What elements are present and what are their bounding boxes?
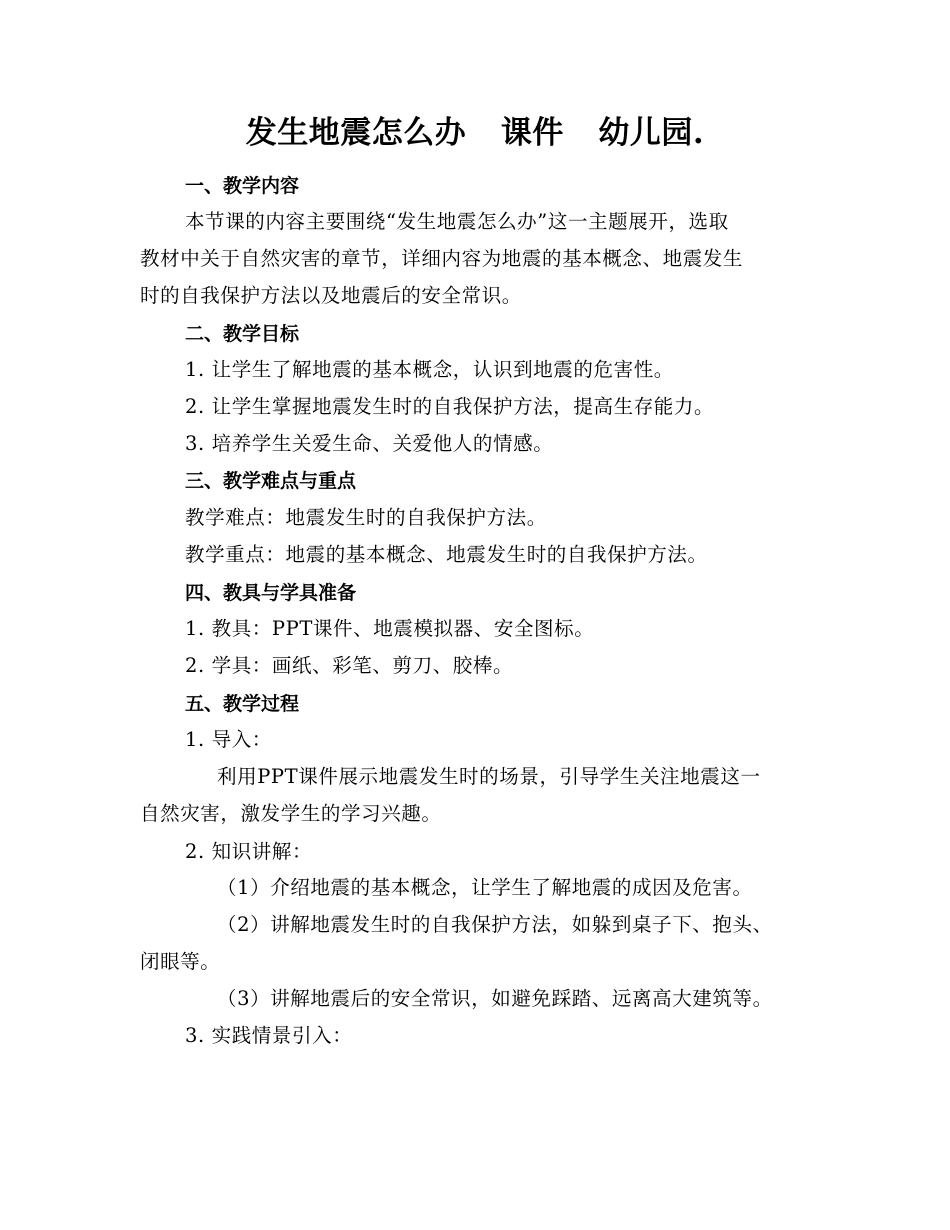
list-item: 1. 让学生了解地震的基本概念，认识到地震的危害性。 [185, 358, 674, 381]
paragraph-line: （3）讲解地震后的安全常识，如避免踩踏、远离高大建筑等。 [217, 987, 773, 1010]
section-heading-process: 五、教学过程 [185, 693, 300, 715]
list-item: 3. 培养学生关爱生命、关爱他人的情感。 [185, 432, 554, 455]
paragraph-line: 闭眼等。 [140, 950, 221, 973]
section-heading-materials: 四、教具与学具准备 [185, 582, 357, 604]
paragraph-line: 利用PPT课件展示地震发生时的场景，引导学生关注地震这一 [217, 765, 761, 788]
paragraph-line: 教学难点：地震发生时的自我保护方法。 [185, 506, 547, 529]
section-heading-teaching-goals: 二、教学目标 [185, 323, 300, 345]
document-title: 发生地震怎么办 课件 幼儿园. [245, 115, 705, 151]
list-item: 3. 实践情景引入： [185, 1024, 353, 1047]
list-item: 2. 知识讲解： [185, 840, 313, 863]
paragraph-line: 时的自我保护方法以及地震后的安全常识。 [140, 284, 522, 307]
list-item: 1. 导入： [185, 728, 272, 751]
paragraph-line: 本节课的内容主要围绕“发生地震怎么办”这一主题展开，选取 [185, 210, 729, 233]
paragraph-line: 教材中关于自然灾害的章节，详细内容为地震的基本概念、地震发生 [140, 247, 744, 270]
paragraph-line: 自然灾害，激发学生的学习兴趣。 [140, 802, 442, 825]
section-heading-teaching-content: 一、教学内容 [185, 175, 300, 197]
list-item: 2. 学具：画纸、彩笔、剪刀、胶棒。 [185, 654, 514, 677]
paragraph-line: （1）介绍地震的基本概念，让学生了解地震的成因及危害。 [217, 876, 753, 899]
paragraph-line: （2）讲解地震发生时的自我保护方法，如躲到桌子下、抱头、 [217, 913, 773, 936]
paragraph-line: 教学重点：地震的基本概念、地震发生时的自我保护方法。 [185, 543, 708, 566]
section-heading-difficulties: 三、教学难点与重点 [185, 470, 357, 492]
list-item: 2. 让学生掌握地震发生时的自我保护方法，提高生存能力。 [185, 395, 715, 418]
list-item: 1. 教具：PPT课件、地震模拟器、安全图标。 [185, 617, 595, 640]
